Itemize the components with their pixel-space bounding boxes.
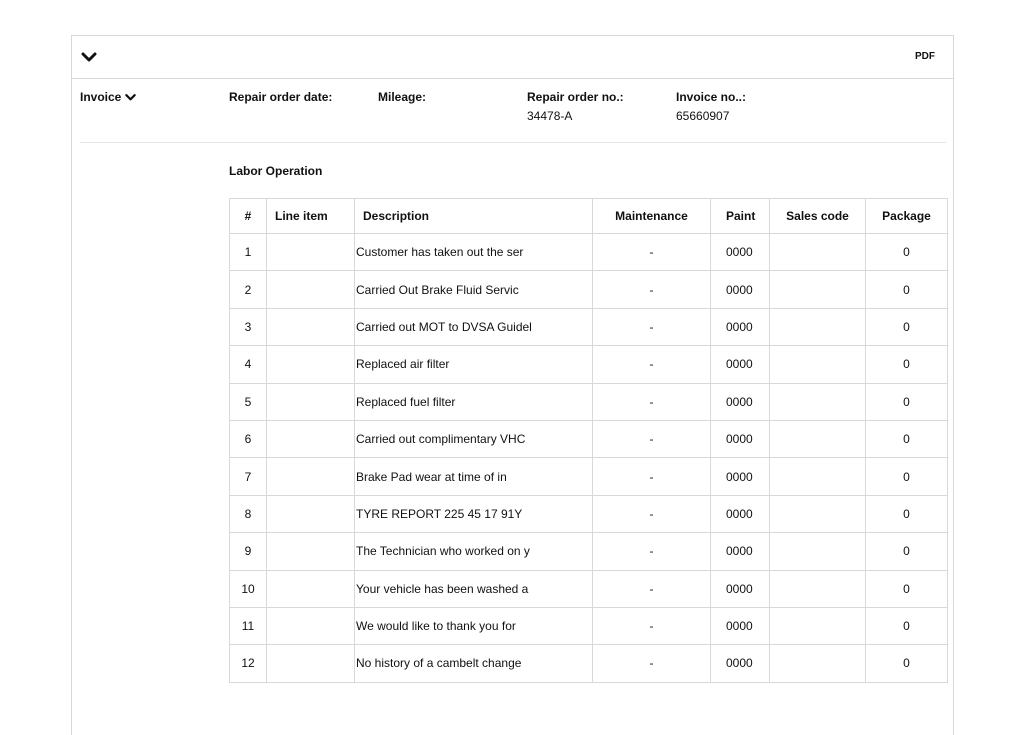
table-row [230, 495, 948, 532]
cell-description: Replaced fuel filter [355, 383, 593, 420]
section-divider [80, 142, 946, 143]
cell-paint: 0000 [711, 420, 770, 457]
cell-description: No history of a cambelt change [355, 645, 593, 682]
table-row [230, 308, 948, 345]
cell-description: Your vehicle has been washed a [355, 570, 593, 607]
repair-order-no-label: Repair order no.: [527, 90, 624, 104]
col-header-package[interactable]: Package [866, 199, 948, 234]
cell-paint: 0000 [711, 271, 770, 308]
cell-package: 0 [866, 645, 948, 682]
pdf-download-link[interactable]: PDF [915, 51, 935, 62]
cell-number: 7 [230, 458, 267, 495]
cell-number: 9 [230, 533, 267, 570]
cell-line-item [267, 383, 355, 420]
panel-header [72, 36, 953, 79]
cell-paint: 0000 [711, 346, 770, 383]
table-row [230, 533, 948, 570]
cell-line-item [267, 346, 355, 383]
cell-package: 0 [866, 533, 948, 570]
cell-maintenance: - [593, 533, 711, 570]
cell-paint: 0000 [711, 645, 770, 682]
cell-sales-code [770, 271, 866, 308]
cell-package: 0 [866, 420, 948, 457]
cell-sales-code [770, 495, 866, 532]
cell-number: 2 [230, 271, 267, 308]
cell-description: The Technician who worked on y [355, 533, 593, 570]
cell-number: 1 [230, 234, 267, 271]
cell-paint: 0000 [711, 533, 770, 570]
chevron-down-icon [125, 92, 136, 103]
repair-order-no-field [527, 90, 624, 123]
cell-sales-code [770, 607, 866, 644]
table-row [230, 607, 948, 644]
cell-package: 0 [866, 234, 948, 271]
cell-maintenance: - [593, 308, 711, 345]
cell-line-item [267, 458, 355, 495]
cell-number: 11 [230, 607, 267, 644]
cell-sales-code [770, 308, 866, 345]
invoice-no-value: 65660907 [676, 109, 730, 123]
cell-sales-code [770, 570, 866, 607]
table-row [230, 420, 948, 457]
cell-maintenance: - [593, 271, 711, 308]
cell-sales-code [770, 346, 866, 383]
table-row [230, 383, 948, 420]
cell-line-item [267, 607, 355, 644]
invoice-no-label: Invoice no..: [676, 90, 747, 104]
cell-paint: 0000 [711, 308, 770, 345]
cell-description: Carried out complimentary VHC [355, 420, 593, 457]
cell-package: 0 [866, 383, 948, 420]
cell-sales-code [770, 420, 866, 457]
cell-description: Carried out MOT to DVSA Guidel [355, 308, 593, 345]
cell-package: 0 [866, 570, 948, 607]
cell-package: 0 [866, 458, 948, 495]
cell-sales-code [770, 645, 866, 682]
cell-sales-code [770, 383, 866, 420]
cell-paint: 0000 [711, 607, 770, 644]
cell-maintenance: - [593, 383, 711, 420]
col-header-line-item[interactable]: Line item [267, 199, 355, 234]
cell-maintenance: - [593, 234, 711, 271]
cell-description: TYRE REPORT 225 45 17 91Y [355, 495, 593, 532]
cell-number: 8 [230, 495, 267, 532]
cell-maintenance: - [593, 570, 711, 607]
cell-line-item [267, 533, 355, 570]
chevron-down-icon[interactable] [81, 49, 97, 65]
col-header-paint[interactable]: Paint [711, 199, 770, 234]
cell-line-item [267, 495, 355, 532]
cell-maintenance: - [593, 420, 711, 457]
cell-line-item [267, 234, 355, 271]
table-row [230, 458, 948, 495]
cell-package: 0 [866, 495, 948, 532]
table-row [230, 234, 948, 271]
cell-number: 5 [230, 383, 267, 420]
repair-order-no-value: 34478-A [527, 109, 573, 123]
mileage-label: Mileage: [378, 90, 427, 104]
cell-sales-code [770, 533, 866, 570]
cell-maintenance: - [593, 458, 711, 495]
table-header-row [230, 199, 948, 234]
labor-operation-title: Labor Operation [229, 164, 323, 178]
invoice-panel [71, 35, 954, 735]
labor-operation-table [229, 198, 948, 683]
cell-maintenance: - [593, 645, 711, 682]
col-header-description[interactable]: Description [355, 199, 593, 234]
cell-line-item [267, 420, 355, 457]
col-header-sales-code[interactable]: Sales code [770, 199, 866, 234]
cell-description: Replaced air filter [355, 346, 593, 383]
cell-package: 0 [866, 308, 948, 345]
invoice-toggle[interactable] [80, 90, 136, 104]
cell-number: 6 [230, 420, 267, 457]
col-header-number[interactable]: # [230, 199, 267, 234]
cell-package: 0 [866, 607, 948, 644]
invoice-toggle-label: Invoice [80, 90, 122, 104]
cell-maintenance: - [593, 495, 711, 532]
cell-description: Brake Pad wear at time of in [355, 458, 593, 495]
table-row [230, 645, 948, 682]
repair-order-date-label: Repair order date: [229, 90, 333, 104]
cell-paint: 0000 [711, 495, 770, 532]
col-header-maintenance[interactable]: Maintenance [593, 199, 711, 234]
repair-order-date-field [229, 90, 332, 109]
cell-sales-code [770, 234, 866, 271]
table-row [230, 570, 948, 607]
cell-number: 4 [230, 346, 267, 383]
cell-paint: 0000 [711, 383, 770, 420]
cell-number: 12 [230, 645, 267, 682]
cell-line-item [267, 308, 355, 345]
cell-package: 0 [866, 271, 948, 308]
cell-line-item [267, 271, 355, 308]
cell-line-item [267, 645, 355, 682]
cell-number: 3 [230, 308, 267, 345]
cell-description: Customer has taken out the ser [355, 234, 593, 271]
cell-paint: 0000 [711, 458, 770, 495]
table-row [230, 271, 948, 308]
invoice-no-field [676, 90, 746, 123]
mileage-field [378, 90, 426, 109]
cell-number: 10 [230, 570, 267, 607]
cell-line-item [267, 570, 355, 607]
cell-maintenance: - [593, 346, 711, 383]
cell-description: Carried Out Brake Fluid Servic [355, 271, 593, 308]
cell-description: We would like to thank you for [355, 607, 593, 644]
table-row [230, 346, 948, 383]
cell-package: 0 [866, 346, 948, 383]
cell-paint: 0000 [711, 570, 770, 607]
cell-sales-code [770, 458, 866, 495]
cell-maintenance: - [593, 607, 711, 644]
cell-paint: 0000 [711, 234, 770, 271]
